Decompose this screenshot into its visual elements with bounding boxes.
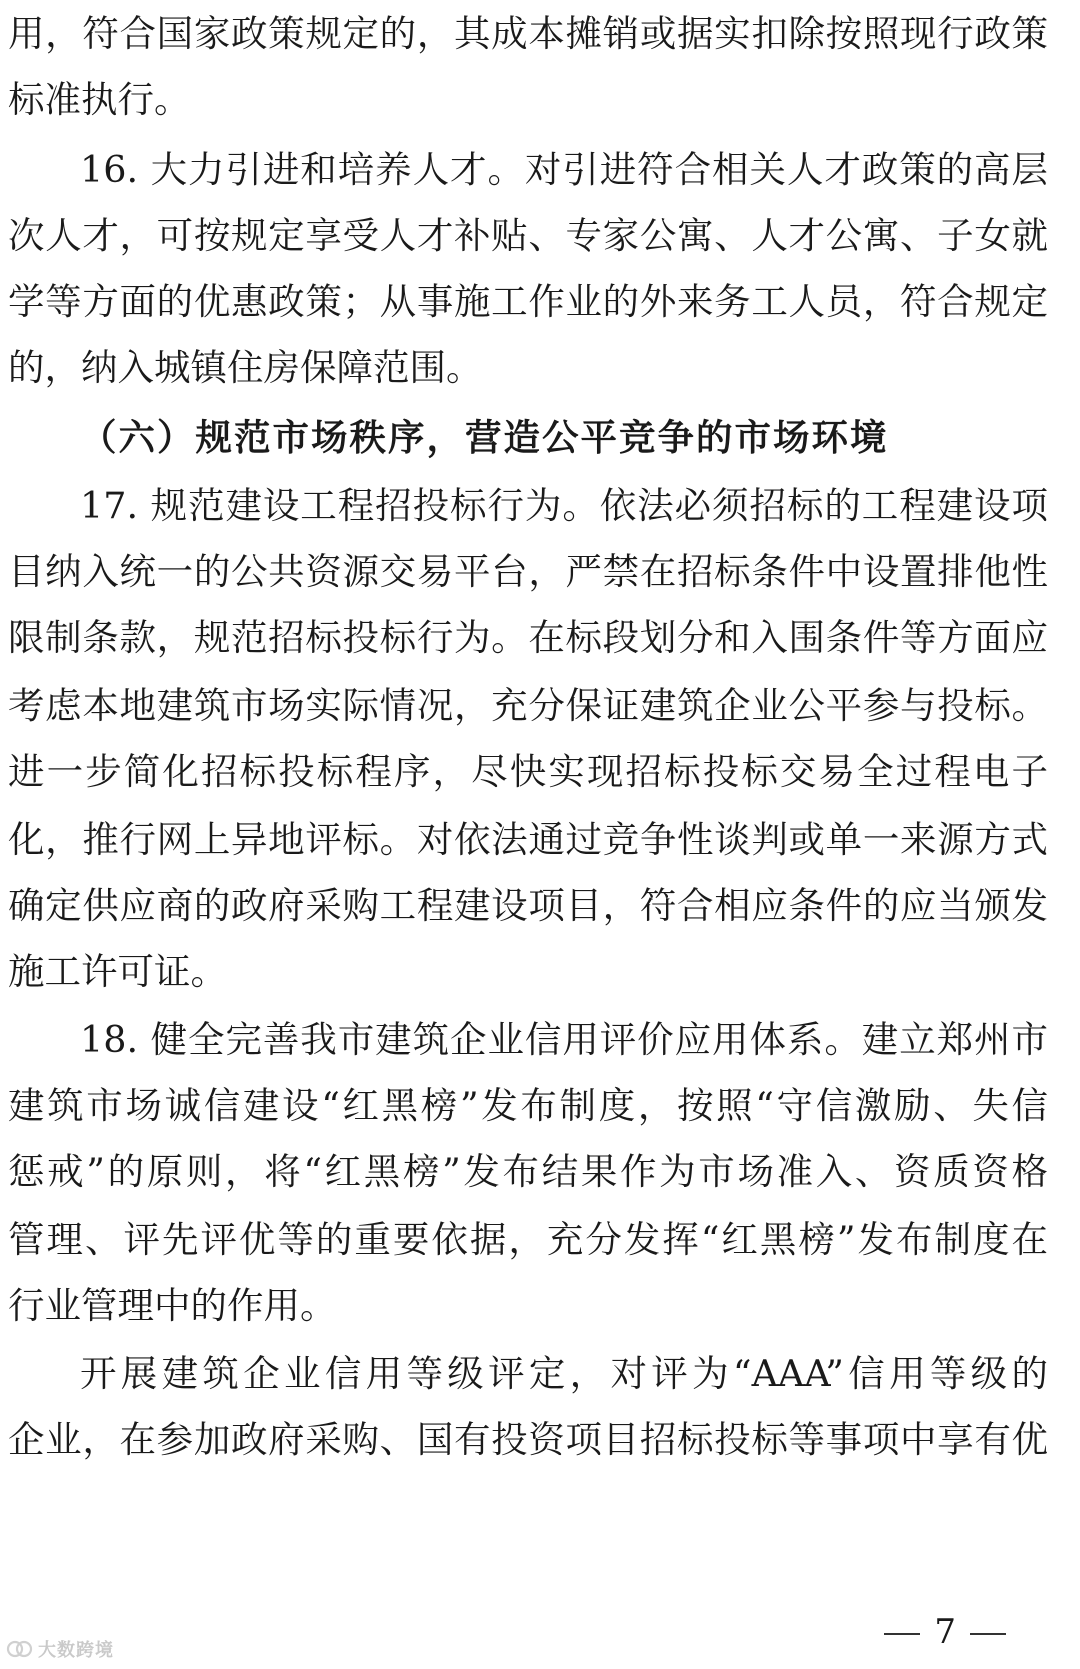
text-line: 学等方面的优惠政策；从事施工作业的外来务工人员，符合规定 [8,280,1048,323]
watermark [6,1636,114,1662]
text-line: 企业，在参加政府采购、国有投资项目招标投标等事项中享有优 [8,1418,1048,1461]
text-line: 次人才，可按规定享受人才补贴、专家公寓、人才公寓、子女就 [8,214,1048,257]
text-line: 行业管理中的作用。 [8,1284,337,1327]
text-line: 限制条款，规范招标投标行为。在标段划分和入围条件等方面应 [8,616,1048,659]
text-line: 18. 健全完善我市建筑企业信用评价应用体系。建立郑州市 [80,1018,1048,1061]
text-line: 16. 大力引进和培养人才。对引进符合相关人才政策的高层 [80,148,1048,191]
text-line: 考虑本地建筑市场实际情况，充分保证建筑企业公平参与投标。 [8,684,1048,727]
text-line: 17. 规范建设工程招投标行为。依法必须招标的工程建设项 [80,484,1048,527]
page-number-value: 7 [934,1612,956,1652]
text-line: 开展建筑企业信用等级评定，对评为“AAA”信用等级的 [80,1352,1048,1395]
text-line: 的，纳入城镇住房保障范围。 [8,346,483,389]
text-line: 化，推行网上异地评标。对依法通过竞争性谈判或单一来源方式 [8,818,1048,861]
text-line: 用，符合国家政策规定的，其成本摊销或据实扣除按照现行政策 [8,12,1048,55]
text-line: 管理、评先评优等的重要依据，充分发挥“红黑榜”发布制度在 [8,1218,1048,1261]
watermark-logo-icon [6,1638,34,1660]
text-line: 确定供应商的政府采购工程建设项目，符合相应条件的应当颁发 [8,884,1048,927]
section-heading: （六）规范市场秩序，营造公平竞争的市场环境 [80,416,889,459]
text-line: 标准执行。 [8,78,191,121]
text-line: 施工许可证。 [8,950,227,993]
dash-right [970,1633,1006,1635]
text-line: 进一步简化招标投标程序，尽快实现招标投标交易全过程电子 [8,750,1048,793]
dash-left [884,1633,920,1635]
text-line: 建筑市场诚信建设“红黑榜”发布制度，按照“守信激励、失信 [8,1084,1048,1127]
watermark-text: 大数跨境 [38,1640,114,1661]
page-number [820,1610,1020,1654]
text-line: 惩戒”的原则，将“红黑榜”发布结果作为市场准入、资质资格 [8,1150,1048,1193]
text-line: 目纳入统一的公共资源交易平台，严禁在招标条件中设置排他性 [8,550,1048,593]
